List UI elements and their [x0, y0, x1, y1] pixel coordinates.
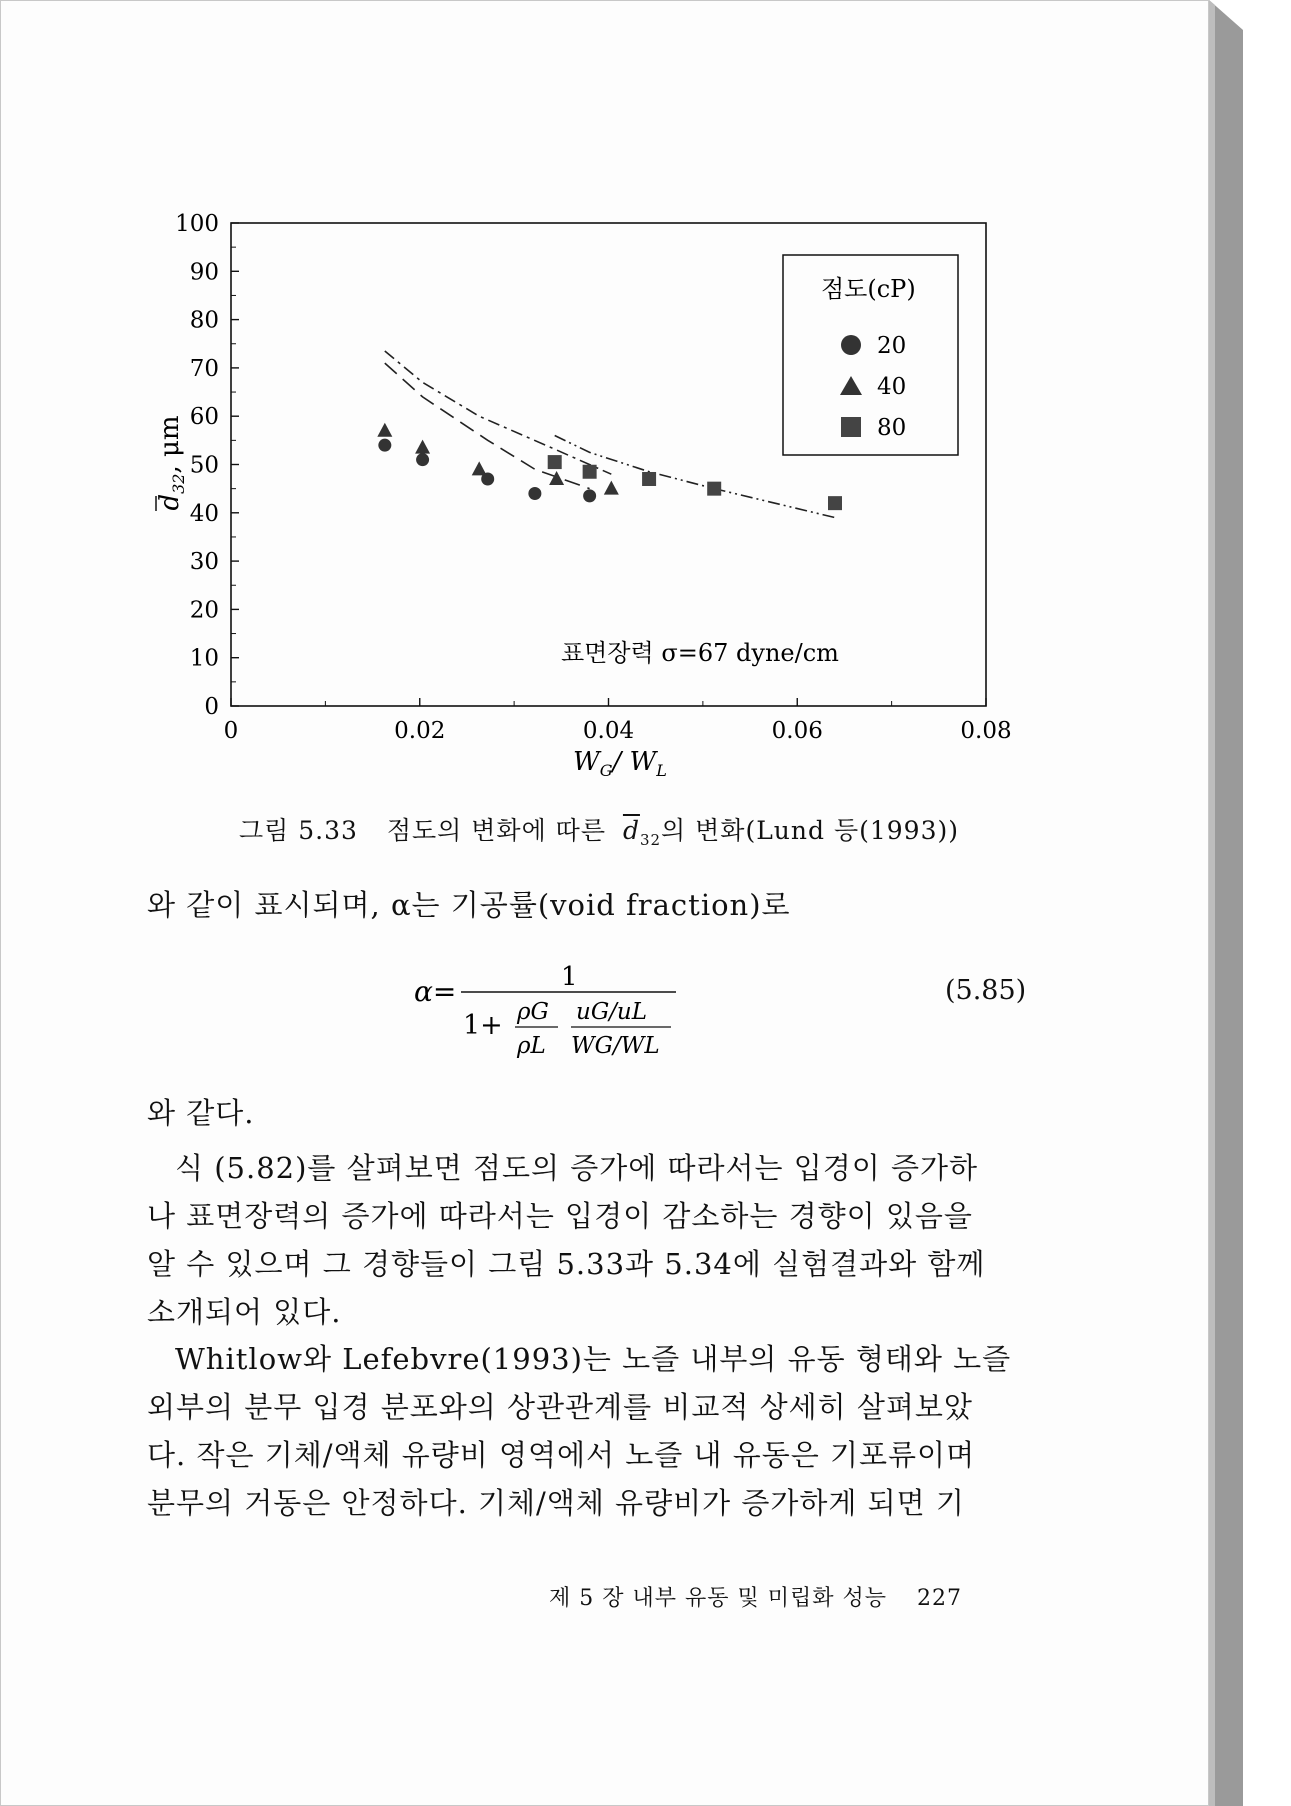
y-tick-label: 50 [189, 452, 219, 479]
marker-circle-20 [378, 439, 391, 452]
text-line-alpha-intro: 와 같이 표시되며, α는 기공률(void fraction)로 [147, 888, 791, 922]
paragraph-line: 소개되어 있다. [147, 1295, 342, 1329]
figure-caption [239, 811, 959, 849]
y-tick-label: 30 [189, 549, 219, 576]
y-axis-label [155, 415, 188, 511]
equation-lhs: α= [414, 975, 457, 1008]
marker-triangle-40 [415, 440, 430, 454]
marker-square-80 [828, 496, 842, 510]
paragraph-line: Whitlow와 Lefebvre(1993)는 노즐 내부의 유동 형태와 노즐 [175, 1342, 1012, 1376]
surface-tension-annotation: 표면장력 σ=67 dyne/cm [561, 639, 839, 667]
y-tick-label: 70 [189, 355, 219, 382]
text-line-same-as: 와 같다. [147, 1096, 255, 1130]
page-edge-shadow [1209, 0, 1243, 1806]
y-tick-label: 90 [189, 259, 219, 286]
legend-label-80: 80 [877, 415, 907, 441]
y-tick-label: 80 [189, 307, 219, 334]
marker-triangle-40 [604, 481, 619, 495]
svg-text:d32, μm: $d_{32}$, μm [155, 415, 188, 511]
x-tick-label: 0.06 [771, 718, 823, 744]
equation-5-85 [1, 951, 1210, 1061]
page-footer [549, 1581, 962, 1612]
y-tick-label: 60 [189, 404, 219, 431]
equation-rho-g: ρG [517, 999, 549, 1025]
marker-triangle-40 [472, 461, 487, 475]
paragraph-line: 알 수 있으며 그 경향들이 그림 5.33과 5.34에 실험결과와 함께 [147, 1247, 986, 1281]
caption-subscript: 32 [639, 831, 662, 849]
y-tick-label: 100 [175, 211, 219, 237]
fit-line-1 [385, 363, 590, 489]
y-tick-label: 20 [189, 597, 219, 624]
marker-circle-20 [528, 487, 541, 500]
equation-w-ratio: WG/WL [571, 1033, 660, 1059]
caption-text-before: 점도의 변화에 따른 [386, 816, 606, 845]
x-tick-label: 0.02 [394, 718, 446, 744]
fit-line-3 [555, 436, 835, 518]
marker-square-80 [548, 455, 562, 469]
legend [783, 255, 958, 455]
equation-u-ratio: uG/uL [576, 999, 648, 1025]
marker-square-80 [707, 482, 721, 496]
marker-circle-20 [583, 489, 596, 502]
legend-label-40: 40 [877, 374, 907, 400]
paragraph-line: 식 (5.82)를 살펴보면 점도의 증가에 따라서는 입경이 증가하 [175, 1151, 979, 1185]
legend-square-marker [841, 417, 861, 437]
paragraph-line: 나 표면장력의 증가에 따라서는 입경이 감소하는 경향이 있음을 [147, 1199, 973, 1233]
legend-circle-marker [841, 335, 861, 355]
paragraph-viscosity [147, 1144, 985, 1336]
marker-square-80 [583, 465, 597, 479]
y-tick-label: 10 [189, 645, 219, 672]
equation-number: (5.85) [945, 975, 1027, 1006]
marker-square-80 [642, 472, 656, 486]
y-tick-label: 40 [189, 500, 219, 527]
legend-label-20: 20 [877, 333, 907, 359]
marker-triangle-40 [377, 423, 392, 437]
marker-triangle-40 [549, 471, 564, 485]
legend-title: 점도(cP) [821, 275, 916, 303]
page-number: 227 [916, 1586, 962, 1611]
marker-circle-20 [416, 453, 429, 466]
x-axis-label [573, 747, 667, 780]
caption-label: 그림 5.33 [239, 816, 358, 845]
paragraph-whitlow [147, 1335, 1011, 1527]
paragraph-line: 다. 작은 기체/액체 유량비 영역에서 노즐 내 유동은 기포류이며 [147, 1438, 976, 1472]
data-markers [377, 423, 842, 510]
x-tick-label: 0.04 [582, 718, 635, 744]
equation-one-plus: 1+ [463, 1010, 503, 1041]
x-tick-label: 0.08 [960, 718, 1012, 744]
x-tick-label: 0 [223, 718, 239, 744]
legend-triangle-marker [840, 376, 862, 395]
y-tick-label: 0 [204, 694, 219, 720]
svg-text:WG/ WL: $W_G/$ $W_L$ [573, 747, 667, 780]
droplet-size-chart [1, 1, 1210, 791]
footer-chapter: 제 5 장 내부 유동 및 미립화 성능 [549, 1586, 887, 1611]
caption-symbol: $\overline{d}$ [622, 816, 640, 845]
equation-numerator: 1 [561, 962, 578, 992]
paragraph-line: 분무의 거동은 안정하다. 기체/액체 유량비가 증가하게 되면 기 [147, 1486, 965, 1520]
paragraph-line: 외부의 분무 입경 분포와의 상관관계를 비교적 상세히 살펴보았 [147, 1390, 973, 1424]
caption-text-after: 의 변화(Lund 등(1993)) [661, 816, 959, 845]
equation-rho-l: ρL [517, 1033, 546, 1059]
